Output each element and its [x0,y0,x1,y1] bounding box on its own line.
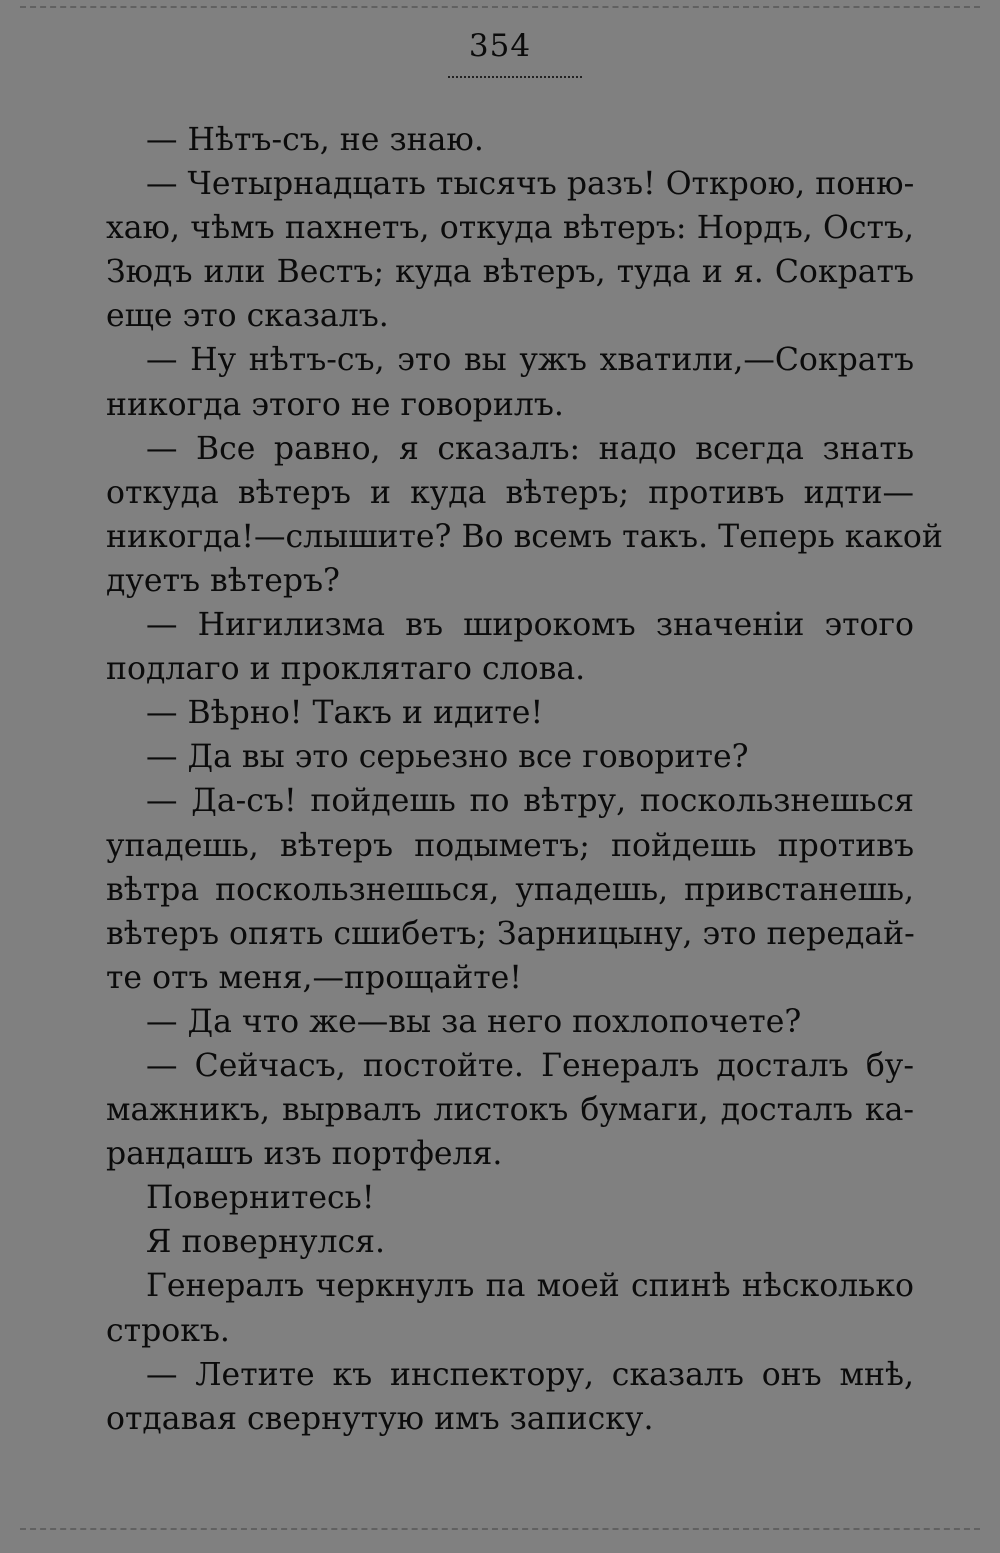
text-line: — Летите къ инспектору, сказалъ онъ мнѣ, [146,1356,914,1393]
text-line: — Да вы это серьезно все говорите? [146,739,749,776]
text-line: отдавая свернутую имъ записку. [106,1400,654,1437]
text-line: рандашъ изъ портфеля. [106,1136,503,1173]
text-line: — Все равно, я сказалъ: надо всегда знать [146,430,914,467]
text-line: упадешь, вѣтеръ подыметъ; пойдешь противъ [106,827,914,864]
text-line: никогда!—слышите? Во всемъ такъ. Теперь какой [106,518,943,555]
text-line: никогда этого не говорилъ. [106,386,564,423]
text-line: — Вѣрно! Такъ и идите! [146,695,544,732]
text-line: — Нигилизма въ широкомъ значенiи этого [146,607,914,644]
scan-edge-top [20,6,980,8]
scan-edge-bottom [20,1528,980,1530]
text-line: — Сейчасъ, постойте. Генералъ досталъ бу- [146,1047,914,1084]
page-number: 354 [468,28,532,64]
text-line: вѣтра поскользнешься, упадешь, привстанешь, [106,871,914,908]
text-line: те отъ меня,—прощайте! [106,959,522,996]
text-line: — Да-съ! пойдешь по вѣтру, поскользнешься [146,783,914,820]
text-line: Я повернулся. [146,1224,386,1261]
text-line: — Нѣтъ-съ, не знаю. [146,122,484,158]
text-line: — Ну нѣтъ-съ, это вы ужъ хватили,—Сократъ [146,342,914,379]
text-line: — Да что же—вы за него похлопочете? [146,1003,802,1040]
page-number-rule [448,76,582,78]
text-body [106,118,943,1441]
text-line: хаю, чѣмъ пахнетъ, откуда вѣтеръ: Нордъ, Остъ, [106,210,914,247]
text-line: строкъ. [106,1312,230,1349]
text-line: Повернитесь! [146,1180,375,1217]
text-line: еще это сказалъ. [106,298,389,335]
text-line: подлаго и проклятаго слова. [106,651,586,688]
text-line: откуда вѣтеръ и куда вѣтеръ; противъ идти— [106,474,914,511]
text-line: Зюдъ или Вестъ; куда вѣтеръ, туда и я. Сократъ [106,254,914,291]
text-line: вѣтеръ опять сшибетъ; Зарницыну, это передай- [106,915,915,952]
text-line: дуетъ вѣтеръ? [106,562,340,599]
text-line: Генералъ черкнулъ па моей спинѣ нѣсколько [146,1268,914,1305]
text-line: — Четырнадцать тысячъ разъ! Открою, поню- [146,166,915,203]
text-line: мажникъ, вырвалъ листокъ бумаги, досталъ ка- [106,1092,914,1129]
